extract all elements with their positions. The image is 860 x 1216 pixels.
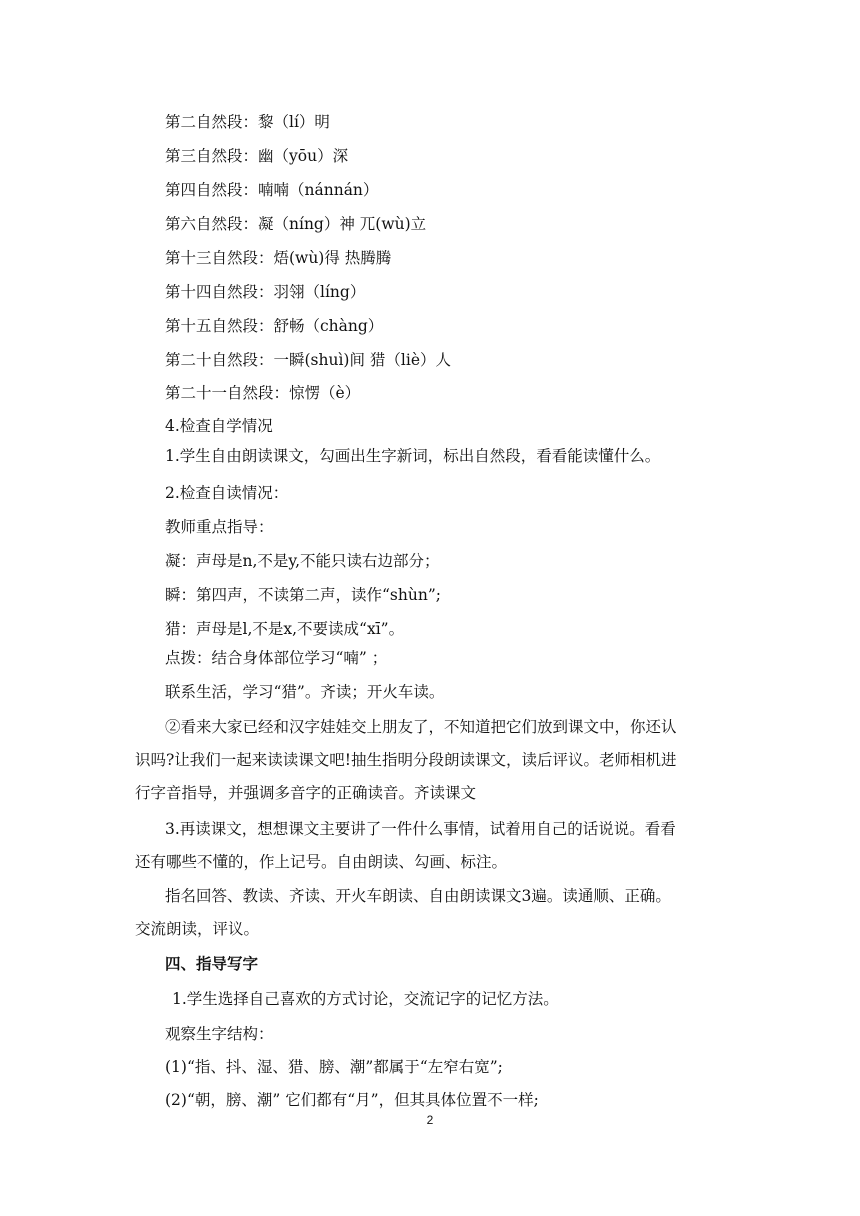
- paragraph-line: 指名回答、教读、齐读、开火车朗读、自由朗读课文3遍。读通顺、正确。: [165, 887, 671, 905]
- text-line: 瞬：第四声，不读第二声，读作“shùn”;: [165, 586, 441, 604]
- text-line: 第三自然段：幽（yōu）深: [165, 147, 349, 165]
- paragraph-line: 还有哪些不懂的，作上记号。自由朗读、勾画、标注。: [135, 853, 508, 871]
- page-number: 2: [426, 1113, 434, 1127]
- paragraph-line: 交流朗读，评议。: [135, 920, 260, 938]
- text-line: 凝：声母是n,不是y,不能只读右边部分；: [165, 552, 440, 570]
- text-line: 第十五自然段：舒畅（chàng）: [165, 317, 384, 335]
- text-line: (1)“指、抖、湿、猎、膀、潮”都属于“左窄右宽”;: [165, 1058, 503, 1076]
- text-line: 1.学生自由朗读课文，勾画出生字新词，标出自然段，看看能读懂什么。: [165, 447, 661, 465]
- text-line: 2.检查自读情况：: [165, 484, 289, 502]
- paragraph-line: ②看来大家已经和汉字娃娃交上朋友了，不知道把它们放到课文中，你还认: [165, 718, 677, 736]
- text-line: 第六自然段：凝（níng）神 兀(wù)立: [165, 215, 427, 233]
- text-line: 1.学生选择自己喜欢的方式讨论，交流记字的记忆方法。: [172, 990, 559, 1008]
- text-line: 点拨：结合身体部位学习“喃” ；: [165, 649, 388, 667]
- text-line: 第二十一自然段：惊愣（è）: [165, 384, 361, 402]
- paragraph-line: 3.再读课文，想想课文主要讲了一件什么事情，试着用自己的话说说。看看: [165, 820, 676, 838]
- text-line: 第二十自然段：一瞬(shuì)间 猎（liè）人: [165, 351, 451, 369]
- section-heading: 四、指导写字: [165, 954, 259, 973]
- text-line: 第十四自然段：羽翎（líng）: [165, 283, 366, 301]
- paragraph-line: 识吗?让我们一起来读读课文吧!抽生指明分段朗读课文，读后评议。老师相机进: [135, 751, 677, 769]
- text-line: 联系生活，学习“猎”。齐读；开火车读。: [165, 683, 445, 701]
- text-line: 第二自然段：黎（lí）明: [165, 113, 330, 131]
- text-line: 观察生字结构：: [165, 1025, 274, 1043]
- paragraph-line: 行字音指导，并强调多音字的正确读音。齐读课文: [135, 784, 477, 802]
- text-line: 第十三自然段：焐(wù)得 热腾腾: [165, 249, 392, 267]
- text-line: 第四自然段：喃喃（nánnán）: [165, 181, 379, 199]
- text-line: (2)“朝，膀、潮” 它们都有“月”，但其具体位置不一样;: [165, 1091, 539, 1109]
- text-line: 猎：声母是l,不是x,不要读成“xī”。: [165, 620, 405, 638]
- section-heading: 4.检查自学情况: [165, 417, 273, 435]
- text-line: 教师重点指导：: [165, 518, 274, 536]
